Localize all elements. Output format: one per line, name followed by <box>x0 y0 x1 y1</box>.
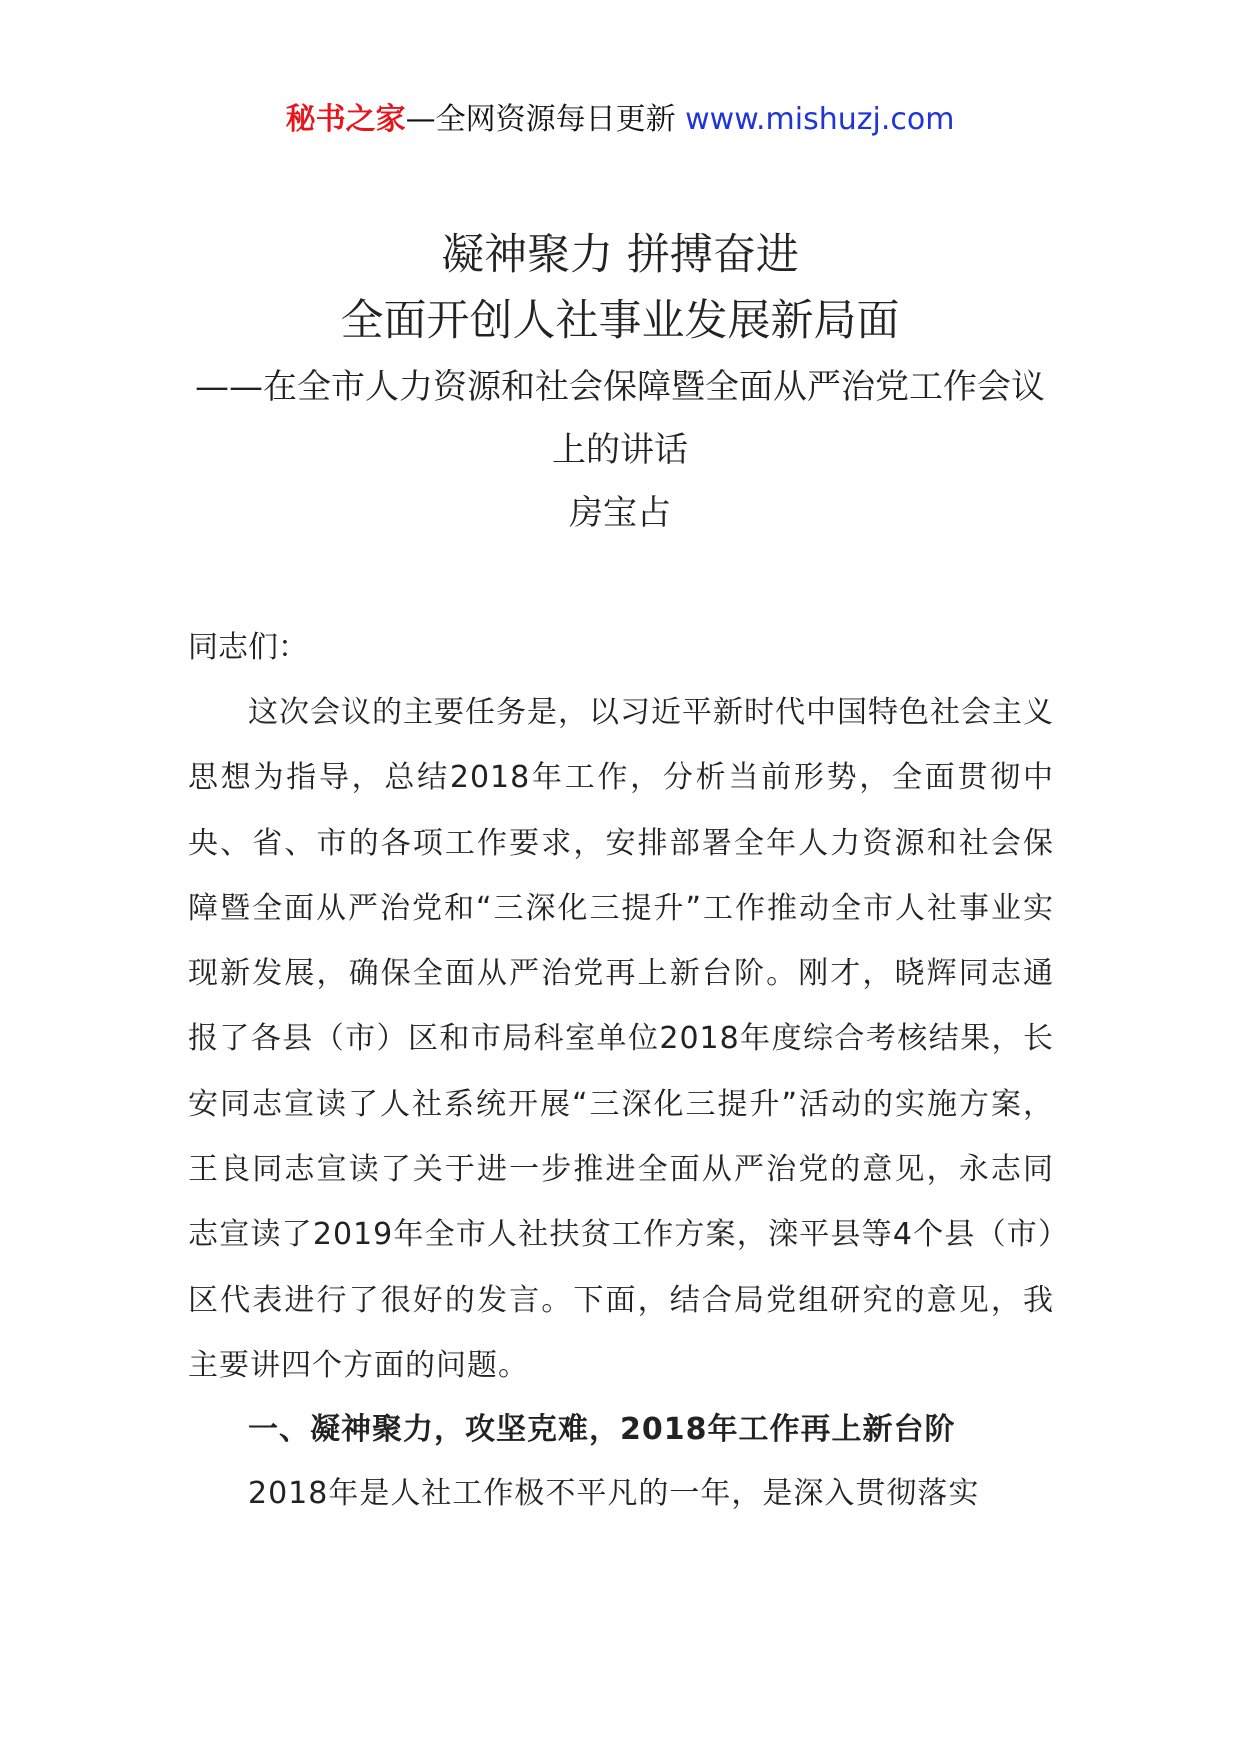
site-url-link[interactable]: www.mishuzj.com <box>685 102 955 137</box>
brand-name: 秘书之家 <box>285 102 406 137</box>
salutation: 同志们： <box>188 630 308 665</box>
main-title-line-2: 全面开创人社事业发展新局面 <box>340 296 900 346</box>
author-name: 房宝占 <box>569 493 671 533</box>
main-title-line-1: 凝神聚力 拼搏奋进 <box>441 230 799 280</box>
section-heading-1: 一、凝神聚力，攻坚克难，2018年工作再上新台阶 <box>248 1412 956 1448</box>
speech-body <box>188 616 1054 1526</box>
header-slogan: —全网资源每日更新 <box>405 102 686 137</box>
title-block <box>0 222 1240 545</box>
paragraph-intro: 这次会议的主要任务是，以习近平新时代中国特色社会主义思想为指导，总结2018年工作，分析当前形势，全面贯彻中央、省、市的各项工作要求，安排部署全年人力资源和社会保障暨全面从严治党和“三深化三提升”工作推动全市人社事业实现新发展，确保全面从严治党再上新台阶。刚才，晓辉同志通报了各县（市）区和市局科室单位2018年度综合考核结果，长安同志宣读了人社系统开展“三深化三提升”活动的实施方案，王良同志宣读了关于进一步推进全面从严治党的意见，永志同志宣读了2019年全市人社扶贫工作方案，滦平县等4个县（市）区代表进行了很好的发言。下面，结合局党组研究的意见，我主要讲四个方面的问题。 <box>188 695 1054 1383</box>
subtitle-line-1: ——在全市人力资源和社会保障暨全面从严治党工作会议 <box>195 367 1045 407</box>
subtitle-line-2: 上的讲话 <box>552 430 688 470</box>
site-header <box>0 100 1240 140</box>
paragraph-2: 2018年是人社工作极不平凡的一年，是深入贯彻落实 <box>248 1476 980 1512</box>
